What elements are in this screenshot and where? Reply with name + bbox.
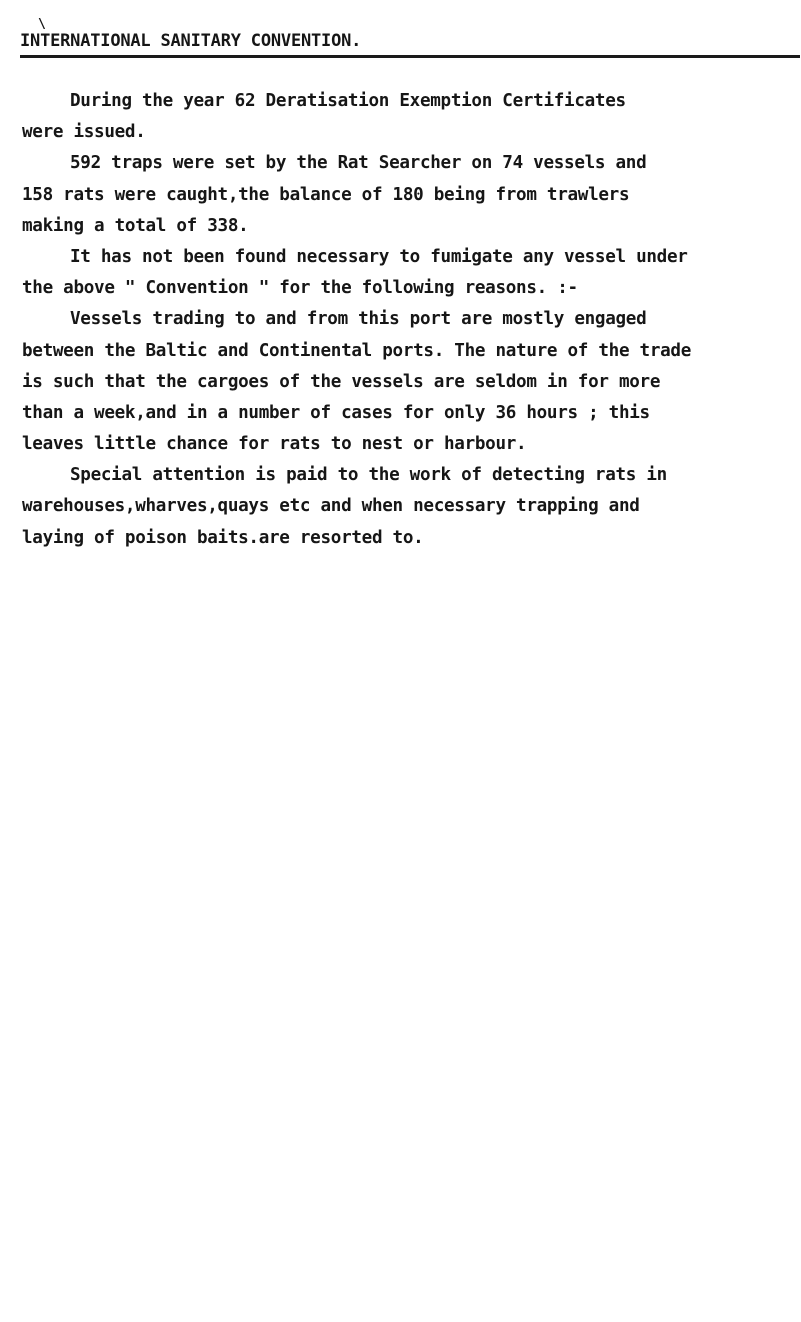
text-line: 158 rats were caught,the balance of 180 being from trawlers bbox=[22, 184, 630, 205]
text-line: It has not been found necessary to fumigate any vessel under bbox=[70, 246, 688, 267]
text-line: During the year 62 Deratisation Exemption Certificates bbox=[70, 91, 626, 111]
text-line: making a total of 338. bbox=[22, 215, 249, 236]
margin-mark: \ bbox=[38, 17, 46, 32]
page-heading: INTERNATIONAL SANITARY CONVENTION. bbox=[20, 31, 362, 51]
text-line: Vessels trading to and from this port are mostly engaged bbox=[70, 309, 647, 330]
text-line: warehouses,wharves,quays etc and when necessary trapping and bbox=[22, 496, 640, 517]
text-line: laying of poison baits.are resorted to. bbox=[22, 527, 424, 548]
text-line: is such that the cargoes of the vessels are seldom in for more bbox=[22, 371, 661, 392]
report-body bbox=[22, 86, 792, 554]
text-line: between the Baltic and Continental ports. The nature of the trade bbox=[22, 340, 692, 361]
heading-underline bbox=[20, 55, 800, 58]
text-line: than a week,and in a number of cases for only 36 hours ; this bbox=[22, 402, 650, 423]
text-line: were issued. bbox=[22, 122, 146, 143]
text-line: leaves little chance for rats to nest or harbour. bbox=[22, 434, 527, 455]
text-line: the above " Convention " for the following reasons. :- bbox=[22, 278, 578, 299]
text-line: 592 traps were set by the Rat Searcher on 74 vessels and bbox=[70, 153, 647, 174]
text-line: Special attention is paid to the work of detecting rats in bbox=[70, 465, 667, 486]
